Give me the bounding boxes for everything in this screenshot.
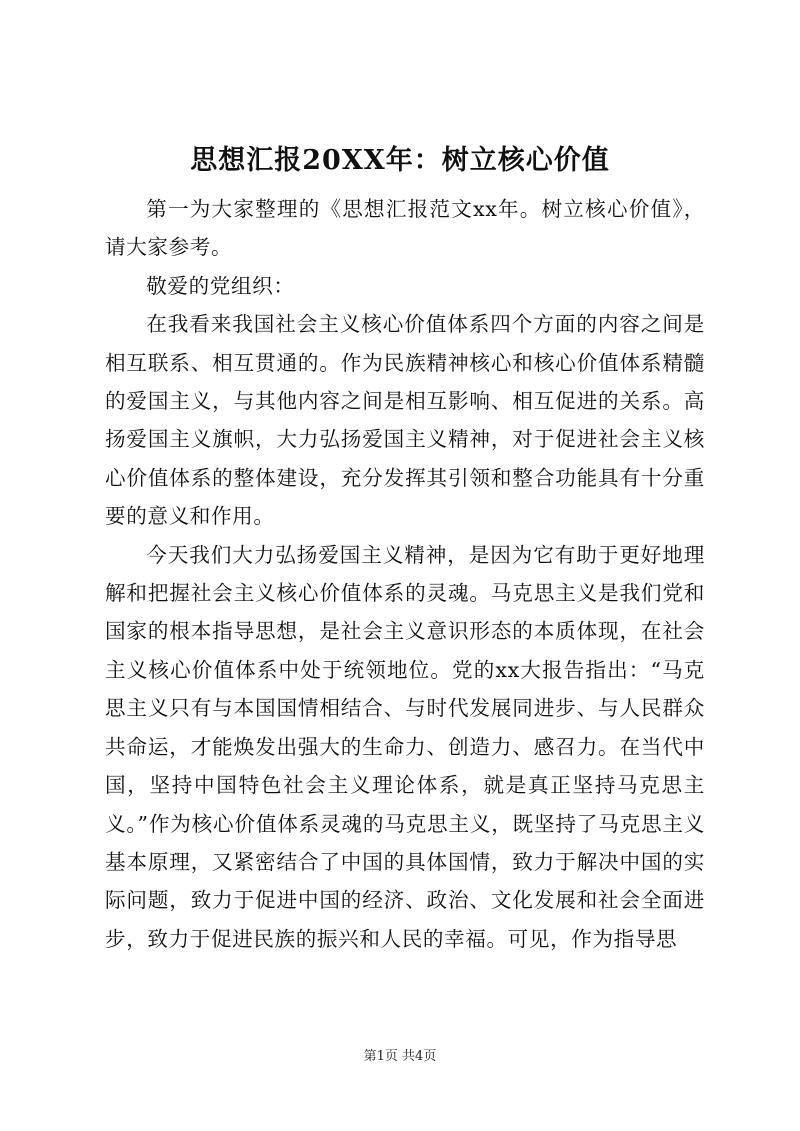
document-title: 思想汇报20XX年：树立核心价值 [190, 145, 610, 176]
paragraph-body-2: 今天我们大力弘扬爱国主义精神，是因为它有助于更好地理解和把握社会主义核心价值体系的灵魂。马克思主义是我们党和国家的根本指导思想，是社会主义意识形态的本质体现，在社会主义核心价值体系中处于统领地位。党的xx大报告指出：“马克思主义只有与本国国情相结合、与时代发展同进步、与人民群众共命运，才能焕发出强大的生命力、创造力、感召力。在当代中国，坚持中国特色社会主义理论体系，就是真正坚持马克思主义。”作为核心价值体系灵魂的马克思主义，既坚持了马克思主义基本原理，又紧密结合了中国的具体国情，致力于解决中国的实际问题，致力于促进中国的经济、政治、文化发展和社会全面进步，致力于促进民族的振兴和人民的幸福。可见，作为指导思 [105, 542, 705, 951]
paragraph-intro: 第一为大家整理的《思想汇报范文xx年。树立核心价值》，请大家参考。 [105, 197, 705, 260]
document-body [105, 190, 705, 958]
paragraph-salutation: 敬爱的党组织： [146, 273, 295, 298]
paragraph-body-1: 在我看来我国社会主义核心价值体系四个方面的内容之间是相互联系、相互贯通的。作为民族精神核心和核心价值体系精髓的爱国主义，与其他内容之间是相互影响、相互促进的关系。高扬爱国主义旗帜，大力弘扬爱国主义精神，对于促进社会主义核心价值体系的整体建设，充分发挥其引领和整合功能具有十分重要的意义和作用。 [105, 312, 705, 529]
page-number-footer: 第1页 共4页 [363, 1049, 437, 1064]
